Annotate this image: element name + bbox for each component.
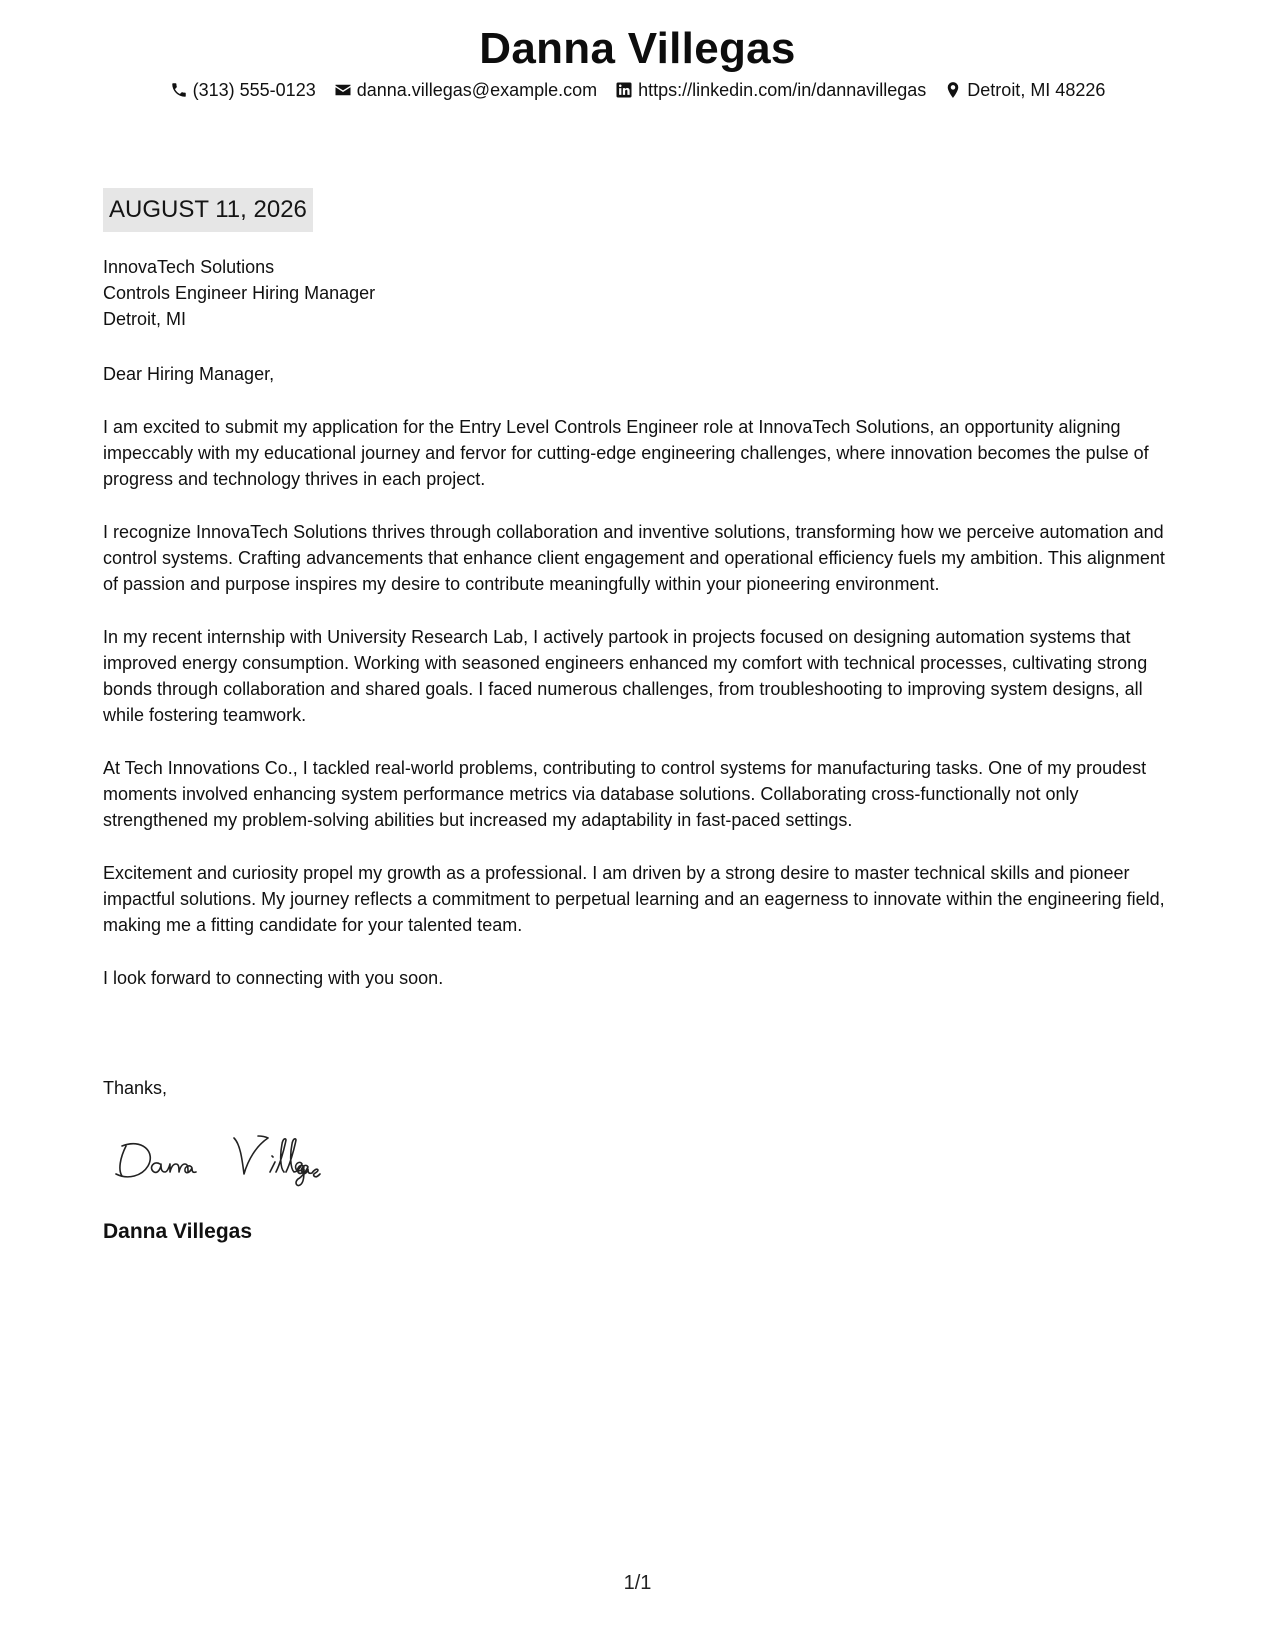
body-paragraph: Excitement and curiosity propel my growth as a professional. I am driven by a strong desire to master technical skills and pioneer impactful solutions. My journey reflects a commitment to perpetual learning and an eagerness to innovate within the engineering field, making me a fitting candidate for your talented team. <box>103 863 1165 935</box>
recipient-location: Detroit, MI <box>103 309 187 329</box>
recipient-title: Controls Engineer Hiring Manager <box>103 283 376 303</box>
body-paragraph: At Tech Innovations Co., I tackled real-world problems, contributing to control systems for manufacturing tasks. One of my proudest moments involved enhancing system performance metrics via database solutions. Collaborating cross-functionally not only strengthened my problem-solving abilities but increased my adaptability in fast-paced settings. <box>103 758 1147 830</box>
body-paragraph: I am excited to submit my application for the Entry Level Controls Engineer role at InnovaTech Solutions, an opportunity aligning impeccably with my educational journey and fervor for cutting-edge engineering challenges, where innovation becomes the pulse of progress and technology thrives in each project. <box>103 417 1149 489</box>
contact-phone <box>170 78 316 102</box>
contact-email-text: danna.villegas@example.com <box>356 80 598 100</box>
contact-linkedin <box>615 78 926 102</box>
linkedin-icon <box>615 81 633 99</box>
map-pin-icon <box>944 81 962 99</box>
contact-phone-text: (313) 555-0123 <box>192 80 316 100</box>
contact-location <box>944 78 1105 102</box>
contact-linkedin-text: https://linkedin.com/in/dannavillegas <box>638 80 927 100</box>
letter-header <box>0 22 1275 102</box>
contact-location-text: Detroit, MI 48226 <box>967 80 1106 100</box>
body-paragraph: I look forward to connecting with you soon. <box>103 968 444 988</box>
contact-email <box>334 78 597 102</box>
contact-bar <box>0 78 1275 102</box>
signer-name: Danna Villegas <box>103 1220 253 1243</box>
page-number: 1/1 <box>623 1572 652 1594</box>
letter-body <box>103 361 1178 1018</box>
envelope-icon <box>334 81 352 99</box>
letter-date: AUGUST 11, 2026 <box>103 188 313 232</box>
recipient-block <box>103 254 375 332</box>
applicant-name: Danna Villegas <box>479 24 796 73</box>
phone-icon <box>170 81 188 99</box>
recipient-company: InnovaTech Solutions <box>103 257 275 277</box>
body-paragraph: I recognize InnovaTech Solutions thrives through collaboration and inventive solutions, transforming how we perceive automation and control systems. Crafting advancements that enhance client engagement and operational efficiency fuels my ambition. This alignment of passion and purpose inspires my desire to contribute meaningfully within your pioneering environment. <box>103 522 1165 594</box>
closing: Thanks, <box>103 1078 168 1098</box>
salutation: Dear Hiring Manager, <box>103 364 275 384</box>
signature-image <box>112 1128 362 1188</box>
body-paragraph: In my recent internship with University Research Lab, I actively partook in projects focused on designing automation systems that improved energy consumption. Working with seasoned engineers enhanced my comfort with technical processes, cultivating strong bonds through collaboration and shared goals. I faced numerous challenges, from troubleshooting to improving system designs, all while fostering teamwork. <box>103 627 1148 725</box>
